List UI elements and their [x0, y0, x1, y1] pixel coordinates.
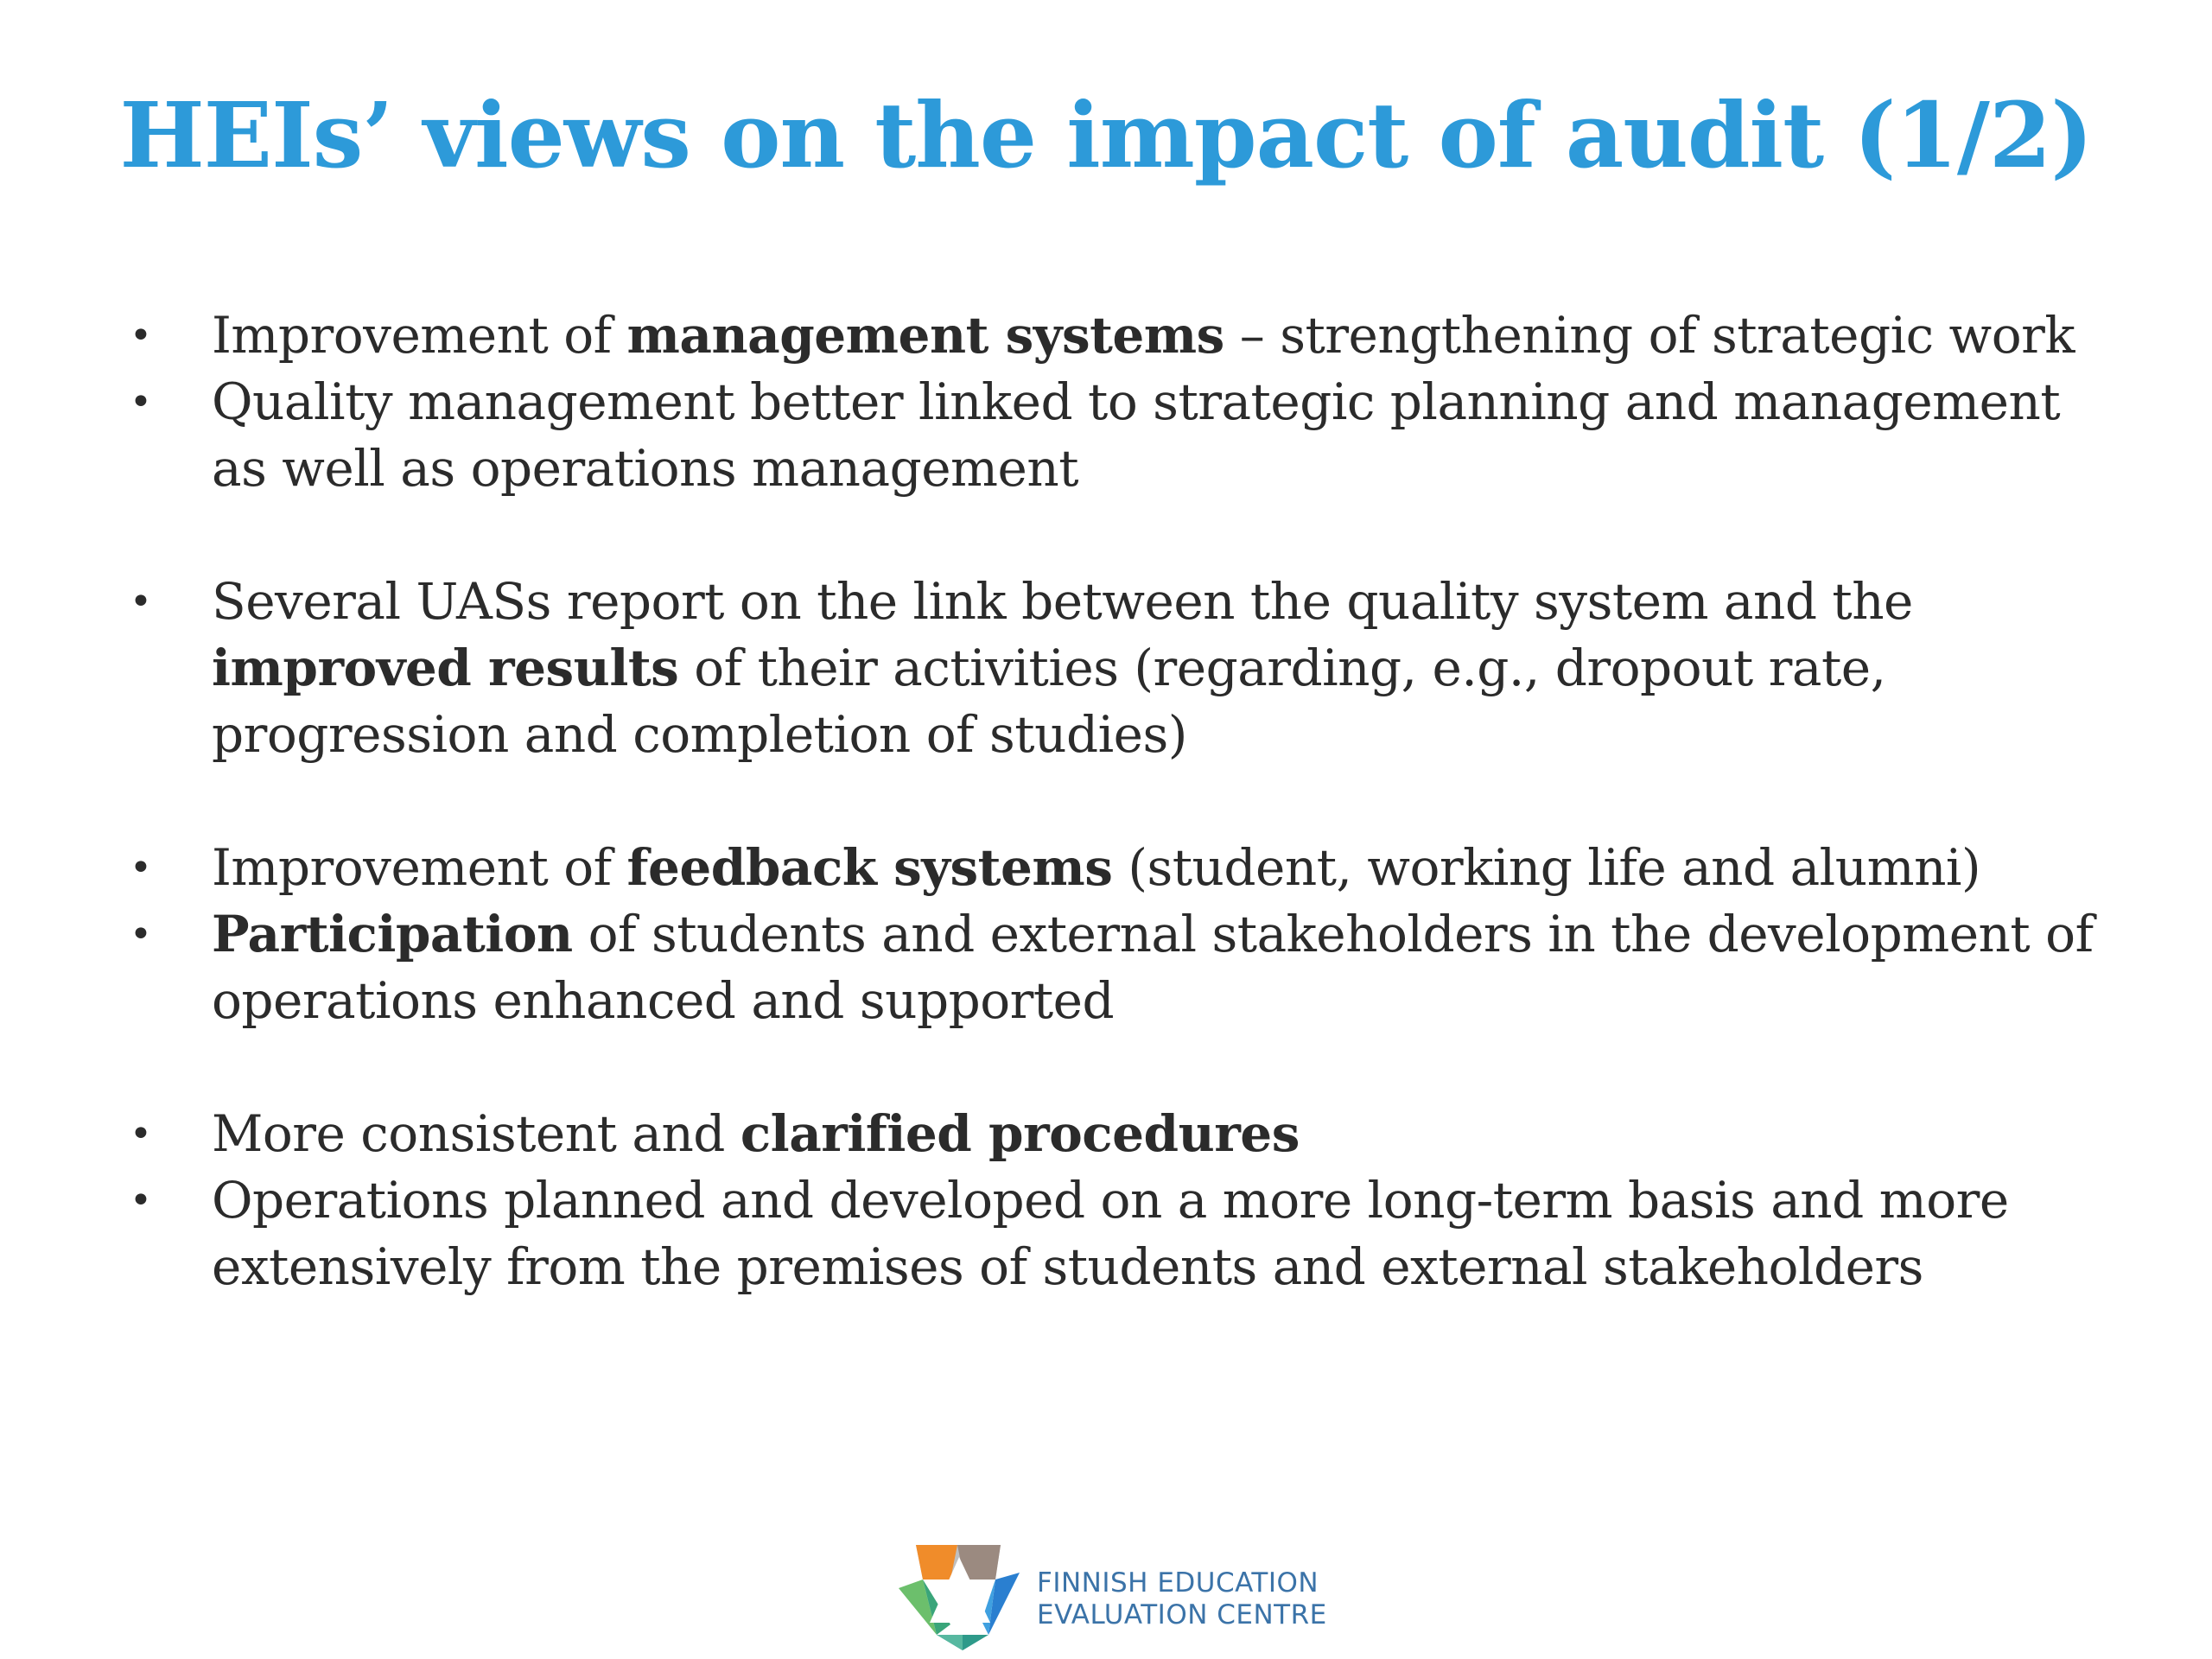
bullet-dot-icon: • [130, 1112, 152, 1156]
bullet-dot-icon: • [130, 580, 152, 624]
bullet-segment: – strengthening of strategic work [1224, 306, 2075, 365]
logo-line-2: EVALUATION CENTRE [1037, 1599, 1327, 1630]
bullet-dot-icon: • [130, 912, 152, 957]
bullet-item [130, 901, 2100, 1034]
bullet-emphasis: clarified procedures [740, 1104, 1300, 1163]
bullet-segment: Quality management better linked to strategic planning and management as well as operations management [212, 372, 2061, 498]
bullet-emphasis: management systems [626, 306, 1224, 365]
bullet-item [130, 1167, 2100, 1300]
bullet-dot-icon: • [130, 380, 152, 424]
bullet-text [212, 838, 1980, 897]
bullet-text [212, 1171, 2009, 1296]
bullet-text [212, 905, 2094, 1030]
bullet-item [130, 1101, 2100, 1167]
slide-title: HEIs’ views on the impact of audit (1/2) [119, 82, 2093, 188]
bullet-dot-icon: • [130, 314, 152, 358]
bullet-segment: Improvement of [212, 838, 627, 897]
bullet-text [212, 1104, 1300, 1163]
bullet-emphasis: Participation [212, 905, 573, 963]
logo-line-1: FINNISH EDUCATION [1037, 1567, 1319, 1599]
logo-text [1037, 1567, 1327, 1631]
bullet-segment: Several UASs report on the link between the quality system and the [212, 572, 1913, 631]
bullet-dot-icon: • [130, 846, 152, 890]
bullet-dot-icon: • [130, 1179, 152, 1223]
bullet-item [130, 369, 2100, 502]
bullet-segment: of their activities (regarding, e.g., dropout rate, progression and completion of studies) [212, 639, 1886, 764]
bullet-segment: Improvement of [212, 306, 627, 365]
bullet-item [130, 569, 2100, 768]
bullet-segment: More consistent and [212, 1104, 741, 1163]
bullet-emphasis: improved results [212, 639, 679, 697]
bullet-segment: of students and external stakeholders in the development of operations enhanced and supported [212, 905, 2094, 1030]
bullet-list [130, 302, 2100, 1300]
bullet-segment: Operations planned and developed on a more long-term basis and more extensively from the premises of students and external stakeholders [212, 1171, 2009, 1296]
bullet-text [212, 306, 2075, 365]
bullet-item [130, 835, 2100, 901]
bullet-emphasis: feedback systems [626, 838, 1113, 897]
bullet-segment: (student, working life and alumni) [1112, 838, 1981, 897]
organization-logo [899, 1538, 1327, 1650]
bullet-item [130, 302, 2100, 369]
feec-logo-icon [899, 1538, 1020, 1650]
bullet-text [212, 372, 2060, 498]
bullet-text [212, 572, 1913, 764]
